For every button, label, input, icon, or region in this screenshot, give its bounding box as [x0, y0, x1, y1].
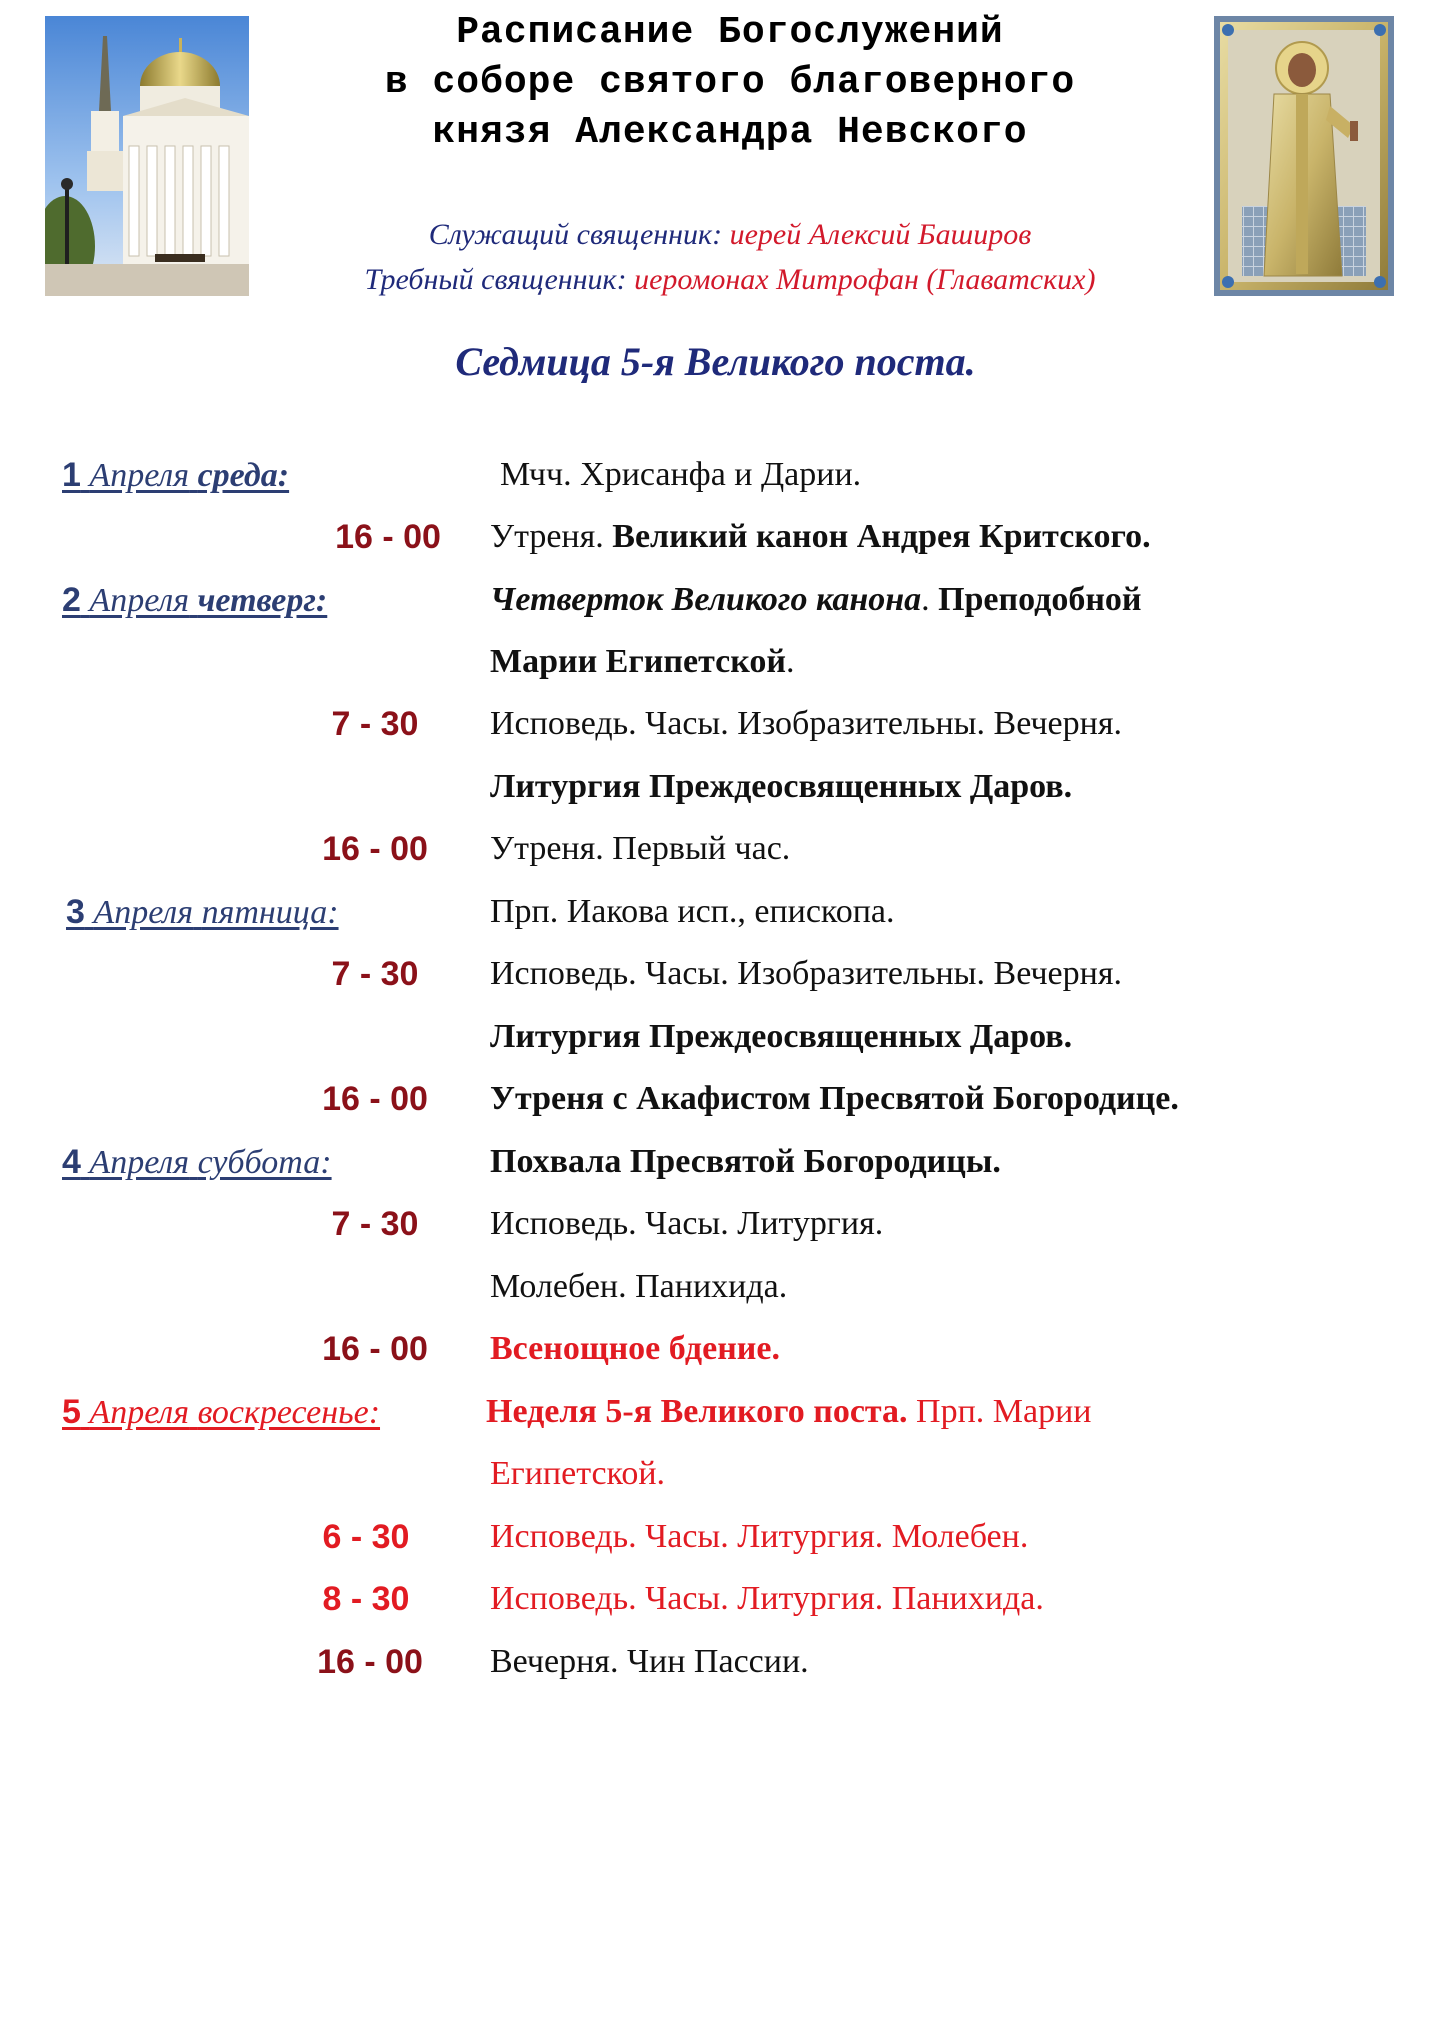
priests-info [250, 212, 1210, 302]
service-part-bold: Всенощное бдение. [490, 1330, 780, 1367]
feast-part: Прп. Марии [916, 1393, 1092, 1430]
service-description: Исповедь. Часы. Литургия. Панихида. [490, 1580, 1044, 1617]
service-description: Исповедь. Часы. Изобразительны. Вечерня. [490, 955, 1122, 992]
service-time: 7 - 30 [331, 1205, 419, 1243]
service-part-bold: Литургия Преждеосвященных Даров. [490, 1018, 1073, 1055]
feast-separator: . [921, 581, 939, 618]
day-feast-1: Мчч. Хрисанфа и Дарии. [500, 456, 862, 493]
day-month: Апреля [89, 1394, 190, 1431]
day-weekday: среда: [197, 457, 290, 494]
service-part: Утреня. [490, 518, 604, 555]
day-feast-3: Прп. Иакова исп., епископа. [490, 893, 895, 930]
day-weekday: пятница: [201, 894, 339, 931]
service-description-bold [490, 1018, 1072, 1056]
treby-priest-name: иеромонах Митрофан (Главатских) [634, 263, 1096, 296]
day-month: Апреля [89, 582, 190, 619]
day-heading-4 [62, 1143, 332, 1182]
service-time: 7 - 30 [331, 955, 419, 993]
service-description: Исповедь. Часы. Литургия. [490, 1205, 884, 1242]
day-feast-5-cont: Египетской. [490, 1455, 666, 1492]
week-heading: Седмица 5-я Великого поста. [455, 339, 976, 384]
service-description-bold [490, 1330, 780, 1368]
day-heading-1 [62, 456, 289, 495]
day-heading-3 [66, 893, 339, 932]
day-number: 3 [66, 893, 85, 931]
service-description: Исповедь. Часы. Литургия. Молебен. [490, 1518, 1029, 1555]
service-part-bold: Великий канон Андрея Критского. [612, 518, 1151, 555]
service-description: Молебен. Панихида. [490, 1268, 788, 1305]
feast-end: . [786, 643, 795, 680]
serving-priest-name: иерей Алексий Баширов [729, 218, 1032, 251]
service-description-bold [490, 768, 1072, 806]
day-month: Апреля [89, 457, 190, 494]
day-heading-2 [62, 581, 327, 620]
feast-part-bold: Похвала Пресвятой Богородицы. [490, 1143, 1001, 1180]
title-line-1: Расписание Богослужений [456, 11, 1004, 54]
title-line-3: князя Александра Невского [432, 111, 1028, 154]
service-time: 16 - 00 [335, 518, 441, 556]
service-part-bold: Литургия Преждеосвященных Даров. [490, 768, 1073, 805]
feast-part-bold: Неделя 5-я Великого поста. [486, 1393, 908, 1430]
day-number: 2 [62, 581, 81, 619]
service-time: 16 - 00 [322, 1080, 428, 1118]
feast-part-italic: Четверток Великого канона [490, 581, 922, 618]
day-weekday: четверг: [197, 582, 328, 619]
treby-priest-role: Требный священник: [364, 263, 627, 296]
day-month: Апреля [89, 1144, 190, 1181]
day-weekday: воскресенье: [197, 1394, 381, 1431]
day-feast-2-cont [490, 643, 795, 681]
service-description: Утреня. Первый час. [490, 830, 791, 867]
day-number: 5 [62, 1393, 81, 1431]
service-time: 7 - 30 [331, 705, 419, 743]
service-part-bold: Утреня с Акафистом Пресвятой Богородице. [490, 1080, 1179, 1117]
service-time: 8 - 30 [322, 1580, 410, 1618]
serving-priest-role: Служащий священник: [428, 218, 723, 251]
feast-part-bold: Марии Египетской [490, 643, 787, 680]
day-number: 1 [62, 456, 81, 494]
saint-icon-image [1214, 16, 1394, 296]
day-weekday: суббота: [197, 1144, 332, 1181]
service-time: 6 - 30 [322, 1518, 410, 1556]
service-time: 16 - 00 [322, 830, 428, 868]
serving-priest-line [250, 212, 1210, 257]
day-heading-5 [62, 1393, 380, 1432]
title-line-2: в соборе святого благоверного [384, 61, 1076, 104]
service-time: 16 - 00 [322, 1330, 428, 1368]
day-feast-5 [486, 1393, 1092, 1431]
service-description: Исповедь. Часы. Изобразительны. Вечерня. [490, 705, 1122, 742]
day-feast-2 [490, 581, 1142, 619]
service-time: 16 - 00 [317, 1643, 423, 1681]
cathedral-photo [45, 16, 249, 296]
page-title [250, 8, 1210, 158]
day-number: 4 [62, 1143, 81, 1181]
service-description: Вечерня. Чин Пассии. [490, 1643, 809, 1680]
day-month: Апреля [93, 894, 194, 931]
day-feast-4 [490, 1143, 1001, 1181]
feast-part-bold: Преподобной [938, 581, 1142, 618]
treby-priest-line [250, 257, 1210, 302]
service-description-bold [490, 1080, 1179, 1118]
service-description [490, 518, 1151, 556]
